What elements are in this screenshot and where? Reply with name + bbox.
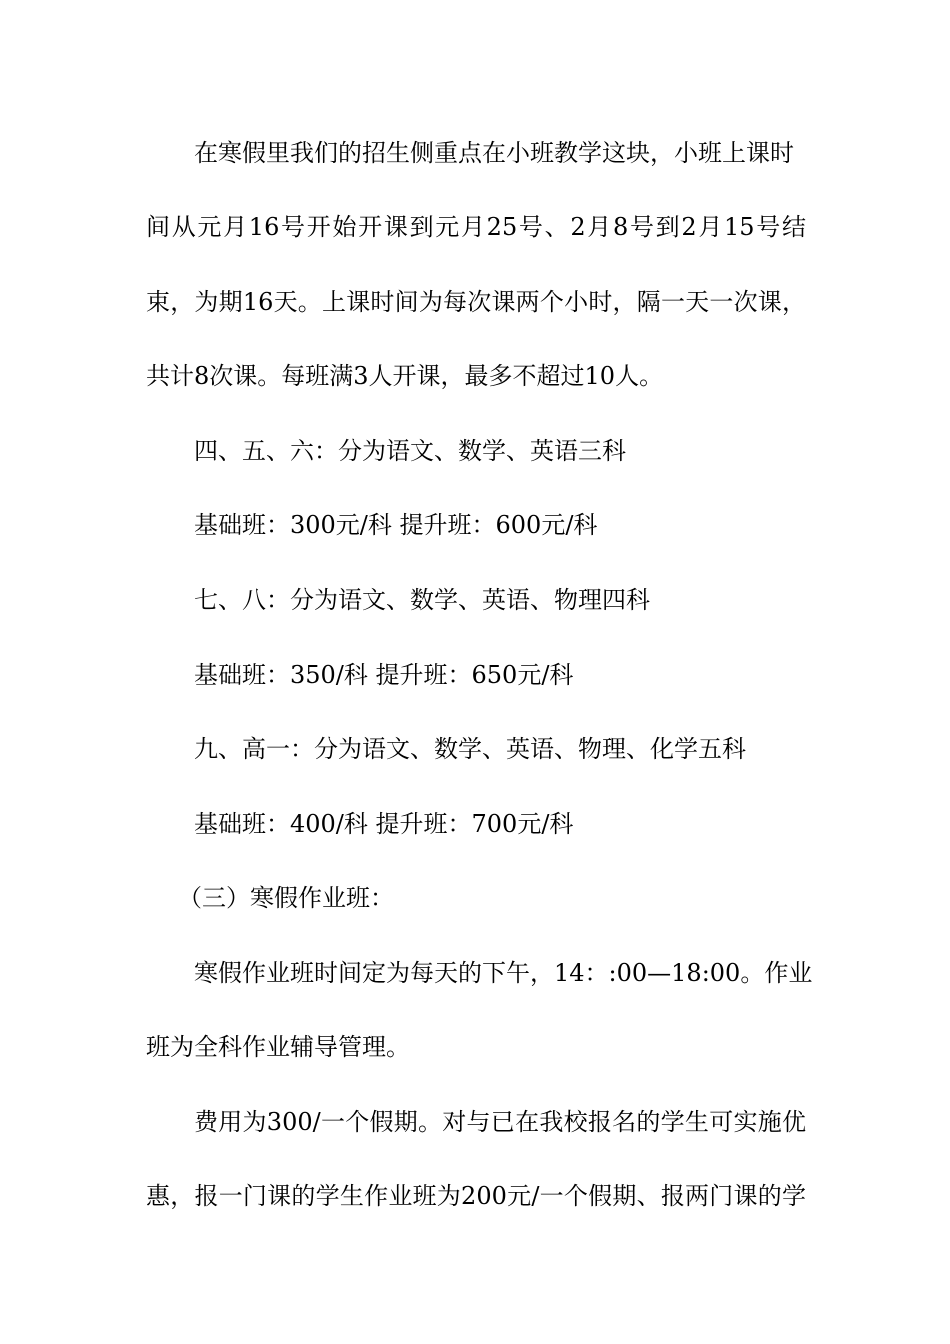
grade-78-heading: 七、八：分为语文、数学、英语、物理四科 bbox=[194, 586, 650, 614]
grade-9-10-prices: 基础班：400/科 提升班：700元/科 bbox=[194, 810, 574, 838]
homework-paragraph-line-1: 寒假作业班时间定为每天的下午，14：:00—18:00。作业 bbox=[194, 959, 813, 987]
homework-paragraph-line-2: 班为全科作业辅导管理。 bbox=[146, 1033, 410, 1061]
fee-paragraph-line-2: 惠，报一门课的学生作业班为200元/一个假期、报两门课的学 bbox=[146, 1182, 806, 1210]
paragraph-line-4: 共计8次课。每班满3人开课，最多不超过10人。 bbox=[146, 362, 664, 390]
fee-paragraph-line-1: 费用为300/一个假期。对与已在我校报名的学生可实施优 bbox=[194, 1108, 806, 1136]
grade-456-prices: 基础班：300元/科 提升班：600元/科 bbox=[194, 511, 598, 539]
grade-78-prices: 基础班：350/科 提升班：650元/科 bbox=[194, 661, 574, 689]
section-heading-homework-class: （三）寒假作业班： bbox=[178, 884, 394, 912]
paragraph-line-2: 间从元月16号开始开课到元月25号、2月8号到2月15号结 bbox=[146, 213, 806, 241]
paragraph-line-1: 在寒假里我们的招生侧重点在小班教学这块，小班上课时 bbox=[194, 139, 794, 167]
paragraph-line-3: 束，为期16天。上课时间为每次课两个小时，隔一天一次课， bbox=[146, 288, 806, 316]
grade-9-10-heading: 九、高一：分为语文、数学、英语、物理、化学五科 bbox=[194, 735, 746, 763]
grade-456-heading: 四、五、六：分为语文、数学、英语三科 bbox=[194, 437, 626, 465]
